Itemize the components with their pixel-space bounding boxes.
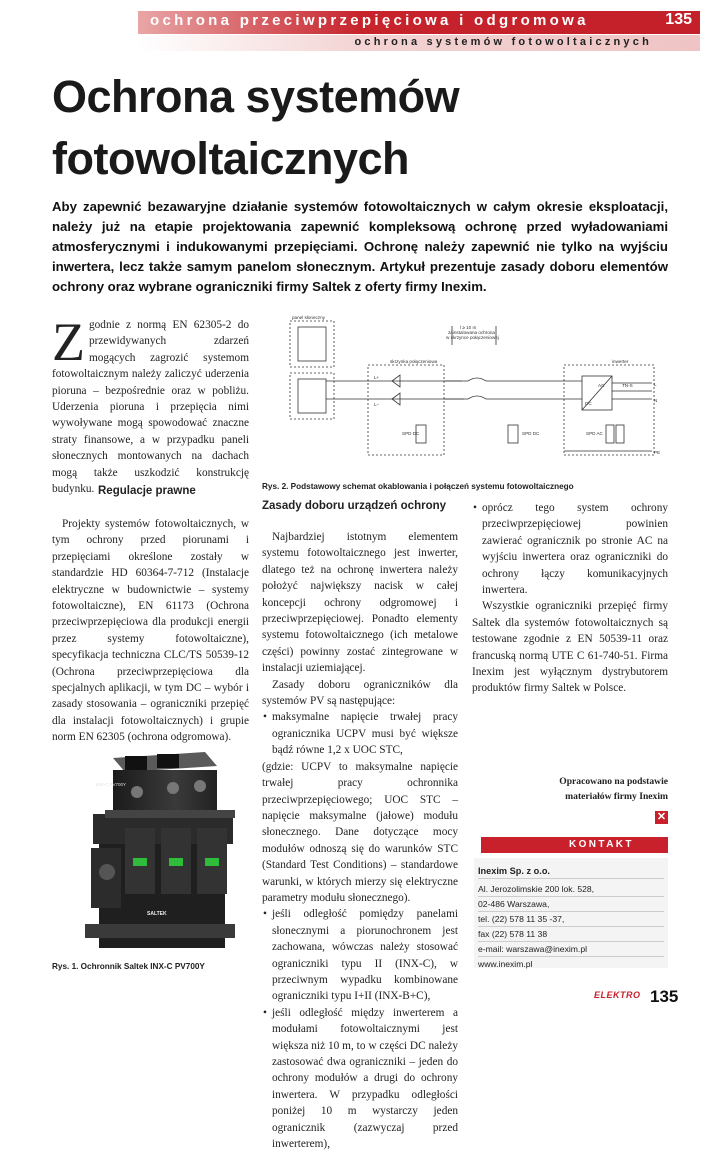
contact-company: Inexim Sp. z o.o. bbox=[478, 864, 664, 879]
wiring-diagram bbox=[282, 311, 669, 478]
label-spd-3: SPD AC bbox=[586, 431, 603, 436]
intro-text: godnie z normą EN 62305-2 do przewidywanych zdarzeń mogących zagrozić systemom fotowoltaicznym należy zaliczyć uderzenia pioruna – bezpośrednie oraz w pobliżu. Uderzenia pioruna i przepięcia nimi wywoływane mogą spowodować znaczne straty finansowe, a w przypadku paneli słonecznych montowanych na dachach mogą także uszkodzić konstrukcję budynku. bbox=[52, 319, 249, 496]
label-spd-1: SPD DC bbox=[402, 431, 420, 436]
header-page-number: 135 bbox=[665, 11, 692, 28]
contact-address-2: 02-486 Warszawa, bbox=[478, 897, 664, 912]
label-minus: L− bbox=[374, 402, 380, 407]
selection-paragraph-3: Wszystkie ograniczniki przepięć firmy Saltek dla systemów fotowoltaicznych są testowane zgodnie z EN 50539-11 oraz francuską normą UTE C 61-740-51. Firma Inexim jest wyłącznym dystrybutorem produktów firmy Saltek w Polsce. bbox=[472, 600, 668, 695]
note-paragraph: (gdzie: UCPV to maksymalne napięcie trwałej pracy ochronnika przeciwprzepięciowego; UOC STC – napięcie maksymalne (jałowe) modułu słonecznego. Dane dotyczące mocy modułów odnoszą się do warunków STC (Standard Test Conditions) – standardowe warunki, w których mierzy się elektryczne parametry modułu słonecznego). bbox=[262, 760, 458, 904]
contact-email[interactable]: e-mail: warszawa@inexim.pl bbox=[478, 942, 664, 957]
product-brand-label: SALTEK bbox=[147, 911, 167, 917]
selection-paragraph-1: Najbardziej istotnym elementem systemu fotowoltaicznego jest inwerter, dlatego też na ochronę inwertera należy położyć największy nacisk w całej koncepcji ochrony odgromowej i przeciwprzepięciowej. Ponadto elementy systemu fotowoltaicznego (ich metalowe części) powinny zostać zintegrowane w instalacji uziemiającej. bbox=[262, 531, 458, 675]
label-distance-3: w skrzynce połączeniowej bbox=[446, 335, 499, 340]
intro-paragraph bbox=[52, 312, 249, 497]
contact-header-label: KONTAKT bbox=[569, 839, 634, 850]
figure1-caption: Rys. 1. Ochronnik Saltek INX-C PV700Y bbox=[52, 962, 205, 971]
footer-page-number: 135 bbox=[650, 987, 679, 1006]
source-note-line-2: materiałów firmy Inexim bbox=[565, 791, 668, 802]
label-plus: L+ bbox=[374, 375, 380, 380]
bullet-1: • maksymalne napięcie trwałej pracy ogranicznika UCPV musi być większe bądź równe 1,2 x UOC STC, bbox=[272, 709, 458, 758]
label-junction: skrzynka połączeniowa bbox=[390, 359, 438, 364]
dropcap: Z bbox=[52, 312, 85, 372]
source-note bbox=[472, 774, 668, 804]
label-ac: AC bbox=[598, 383, 605, 388]
label-distance-1: l ≥ 10 m bbox=[460, 325, 477, 330]
title-line-1: Ochrona systemów bbox=[52, 71, 460, 122]
close-icon: ✕ bbox=[656, 811, 667, 823]
selection-column bbox=[262, 529, 458, 1152]
contact-header-bar bbox=[481, 837, 668, 853]
label-spd-2: SPD DC bbox=[522, 431, 540, 436]
magazine-logo: ELEKTRO bbox=[594, 990, 641, 1000]
article-lead: Aby zapewnić bezawaryjne działanie systemów fotowoltaicznych w całym okresie eksploatacji, należy już na etapie projektowania zapewnić kompleksową ochronę przed wyładowaniami atmosferycznymi i indukowanymi przepięciami. Ochronę należy zapewnić nie tylko na wyjściu inwertera, lecz także samym panelom słonecznym. Artykuł prezentuje zasady doboru elementów ochrony oraz wybrane ograniczniki firmy Saltek z oferty firmy Inexim. bbox=[52, 199, 668, 294]
section-heading-regulations: Regulacje prawne bbox=[98, 485, 196, 497]
label-distance-2: zainstalowana ochrona bbox=[448, 330, 495, 335]
label-dc: DC bbox=[585, 401, 592, 406]
section-subtitle: ochrona systemów fotowoltaicznych bbox=[354, 36, 652, 48]
label-pe: PE bbox=[654, 450, 661, 455]
contact-fax: fax (22) 578 11 38 bbox=[478, 927, 664, 942]
right-column bbox=[472, 500, 668, 697]
label-n: N bbox=[654, 398, 658, 403]
subtitle-bar bbox=[138, 35, 700, 51]
contact-address-1: Al. Jerozolimskie 200 lok. 528, bbox=[478, 882, 664, 897]
label-tns: TN-S bbox=[622, 383, 633, 388]
product-model-label: INX-C PV700Y bbox=[96, 782, 127, 787]
contact-box bbox=[474, 858, 668, 968]
bullet-3: • jeśli odległość między inwerterem a modułami fotowoltaicznymi jest większa niż 10 m, to w części DC należy zastosować dwa ograniczniki – jeden do ochrony modułów a drugi do ochrony inwertera. W przypadku odległości poniżej 10 m wystarczy jeden ogranicznik (zazwyczaj przed inwerterem), bbox=[272, 1005, 458, 1152]
label-panels: panel słoneczny bbox=[292, 315, 325, 320]
section-header-bar bbox=[138, 11, 700, 34]
product-photo bbox=[85, 748, 245, 956]
label-inverter: inwerter bbox=[612, 359, 629, 364]
label-l: L bbox=[654, 382, 657, 387]
title-line-2: fotowoltaicznych bbox=[52, 133, 410, 184]
section-title: ochrona przeciwprzepięciowa i odgromowa bbox=[150, 12, 589, 29]
regulations-paragraph: Projekty systemów fotowoltaicznych, w tym ochrony przed piorunami i przepięciami określone zostały w standardzie HD 60364-7-712 (Instalacje elektryczne w budownictwie – systemy fotowoltaiczne), EN 61173 (Ochrona przeciwprzepięciowa dla produkcji energii przez systemy fotowoltaiczne), specyfikacja techniczna CLC/TS 50539-12 (Ochrona przeciwprzepięciowa dla specjalnych aplikacji, w tym DC – wybór i zasady stosowania – ograniczniki przepięć dla instalacji fotowoltaicznych) i grupie norm EN 62305 (ochrona odgromowa). bbox=[52, 518, 249, 744]
source-note-line-1: Opracowano na podstawie bbox=[559, 776, 668, 787]
bullet-2: • jeśli odległość pomiędzy panelami słonecznymi a piorunochronem jest zachowana, wówczas należy stosować ograniczniki typu II (INX-C), w przeciwnym wypadku kombinowane ograniczniki typu I+II (INX-B+C), bbox=[272, 906, 458, 1004]
bullet-4: • oprócz tego system ochrony przeciwprzepięciowej powinien zawierać ogranicznik po stronie AC na wyjściu inwertera oraz ograniczniki do ochrony łączy komunikacyjnych inwertera. bbox=[482, 500, 668, 598]
figure2-caption: Rys. 2. Podstawowy schemat okablowania i połączeń systemu fotowoltaicznego bbox=[262, 482, 574, 491]
section-heading-selection: Zasady doboru urządzeń ochrony bbox=[262, 500, 447, 512]
contact-tel: tel. (22) 578 11 35 -37, bbox=[478, 912, 664, 927]
article-title bbox=[52, 66, 459, 190]
contact-web[interactable]: www.inexim.pl bbox=[478, 959, 533, 969]
selection-paragraph-2: Zasady doboru ograniczników dla systemów PV są następujące: bbox=[262, 678, 458, 708]
